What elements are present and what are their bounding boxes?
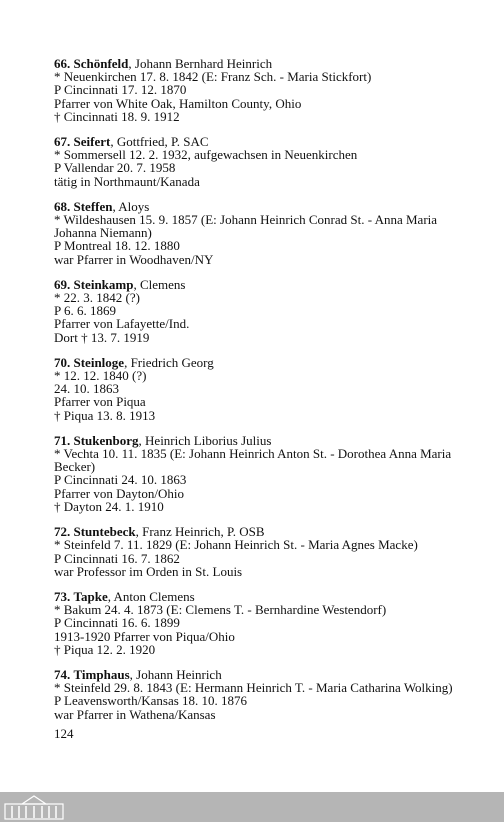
entry-line: Dort † 13. 7. 1919 <box>54 329 150 345</box>
entry-surname: Seifert <box>73 134 111 150</box>
entry-given-names: , Franz Heinrich, P. OSB <box>135 524 265 540</box>
entry <box>54 135 484 188</box>
entry-line: P Vallendar 20. 7. 1958 <box>54 160 176 176</box>
entry <box>54 57 484 123</box>
entry-line: P Cincinnati 24. 10. 1863 <box>54 472 187 488</box>
entry <box>54 356 484 422</box>
entry-number: 68. <box>54 198 71 214</box>
entry-line: Becker) <box>54 459 96 475</box>
entry-line: † Piqua 13. 8. 1913 <box>54 407 156 423</box>
entry-number: 67. <box>54 134 71 150</box>
entry-given-names: , Anton Clemens <box>107 588 195 604</box>
entry-line: P Montreal 18. 12. 1880 <box>54 238 180 254</box>
entry-line: * Steinfeld 7. 11. 1829 (E: Johann Heinrich St. - Maria Agnes Macke) <box>54 537 418 553</box>
entry-surname: Stuntebeck <box>73 524 136 540</box>
entry-surname: Steffen <box>73 198 113 214</box>
entry-given-names: , Johann Heinrich <box>129 666 222 682</box>
entry-line: Pfarrer von Dayton/Ohio <box>54 485 184 501</box>
entry-surname: Schönfeld <box>73 56 129 71</box>
entry-line: P Cincinnati 16. 7. 1862 <box>54 550 180 566</box>
entry-line: P Cincinnati 16. 6. 1899 <box>54 615 180 631</box>
entry-given-names: , Aloys <box>112 198 150 214</box>
entry-line: Pfarrer von White Oak, Hamilton County, Ohio <box>54 95 302 111</box>
entry-line: * Bakum 24. 4. 1873 (E: Clemens T. - Bernhardine Westendorf) <box>54 602 387 618</box>
page-number: 124 <box>54 726 74 741</box>
entry-line: P Leavensworth/Kansas 18. 10. 1876 <box>54 693 248 709</box>
entry <box>54 200 484 266</box>
entry-number: 69. <box>54 276 71 292</box>
entry <box>54 590 484 656</box>
entry-given-names: , Gottfried, P. SAC <box>110 134 209 150</box>
entry <box>54 434 484 513</box>
entry-line: P 6. 6. 1869 <box>54 303 116 319</box>
entry-given-names: , Clemens <box>133 276 186 292</box>
entry-surname: Timphaus <box>73 666 130 682</box>
entry-given-names: , Friedrich Georg <box>124 354 214 370</box>
entry-surname: Steinloge <box>73 354 125 370</box>
entry-number: 70. <box>54 354 71 370</box>
entry-line: † Piqua 12. 2. 1920 <box>54 641 156 657</box>
entry-line: tätig in Northmaunt/Kanada <box>54 173 200 189</box>
document-body <box>54 57 484 733</box>
entry-line: * Neuenkirchen 17. 8. 1842 (E: Franz Sch. - Maria Stickfort) <box>54 69 372 85</box>
entry-surname: Steinkamp <box>73 276 134 292</box>
entry-number: 71. <box>54 432 71 448</box>
entry-number: 66. <box>54 56 71 71</box>
entry-line: 1913-1920 Pfarrer von Piqua/Ohio <box>54 628 235 644</box>
entry-line: P Cincinnati 17. 12. 1870 <box>54 82 187 98</box>
entry-line: * 22. 3. 1842 (?) <box>54 290 140 306</box>
entry-line: Pfarrer von Lafayette/Ind. <box>54 316 190 332</box>
footer-bar <box>0 792 504 822</box>
entry-line: * Steinfeld 29. 8. 1843 (E: Hermann Heinrich T. - Maria Catharina Wolking) <box>54 680 453 696</box>
entry-number: 72. <box>54 524 71 540</box>
entry <box>54 668 484 721</box>
entry-line: † Dayton 24. 1. 1910 <box>54 498 164 514</box>
entry-line: war Pfarrer in Woodhaven/NY <box>54 251 214 267</box>
entry-line: * Wildeshausen 15. 9. 1857 (E: Johann Heinrich Conrad St. - Anna Maria <box>54 212 438 228</box>
entry <box>54 525 484 578</box>
entry-number: 73. <box>54 588 71 604</box>
entry-line: war Professor im Orden in St. Louis <box>54 563 243 579</box>
entry-line: war Pfarrer in Wathena/Kansas <box>54 706 216 722</box>
entry-line: Pfarrer von Piqua <box>54 394 146 410</box>
entry-given-names: , Johann Bernhard Heinrich <box>128 56 273 71</box>
library-building-icon <box>4 794 64 820</box>
entry-surname: Stukenborg <box>73 432 139 448</box>
entry-number: 74. <box>54 666 71 682</box>
entry-line: * 12. 12. 1840 (?) <box>54 368 147 384</box>
entry-line: 24. 10. 1863 <box>54 381 119 397</box>
entry-line: * Sommersell 12. 2. 1932, aufgewachsen in Neuenkirchen <box>54 147 358 163</box>
entry-line: * Vechta 10. 11. 1835 (E: Johann Heinrich Anton St. - Dorothea Anna Maria <box>54 446 452 462</box>
entry-line: † Cincinnati 18. 9. 1912 <box>54 108 180 124</box>
entry-given-names: , Heinrich Liborius Julius <box>138 432 272 448</box>
entry-surname: Tapke <box>73 588 108 604</box>
entry <box>54 278 484 344</box>
entry-line: Johanna Niemann) <box>54 225 152 241</box>
